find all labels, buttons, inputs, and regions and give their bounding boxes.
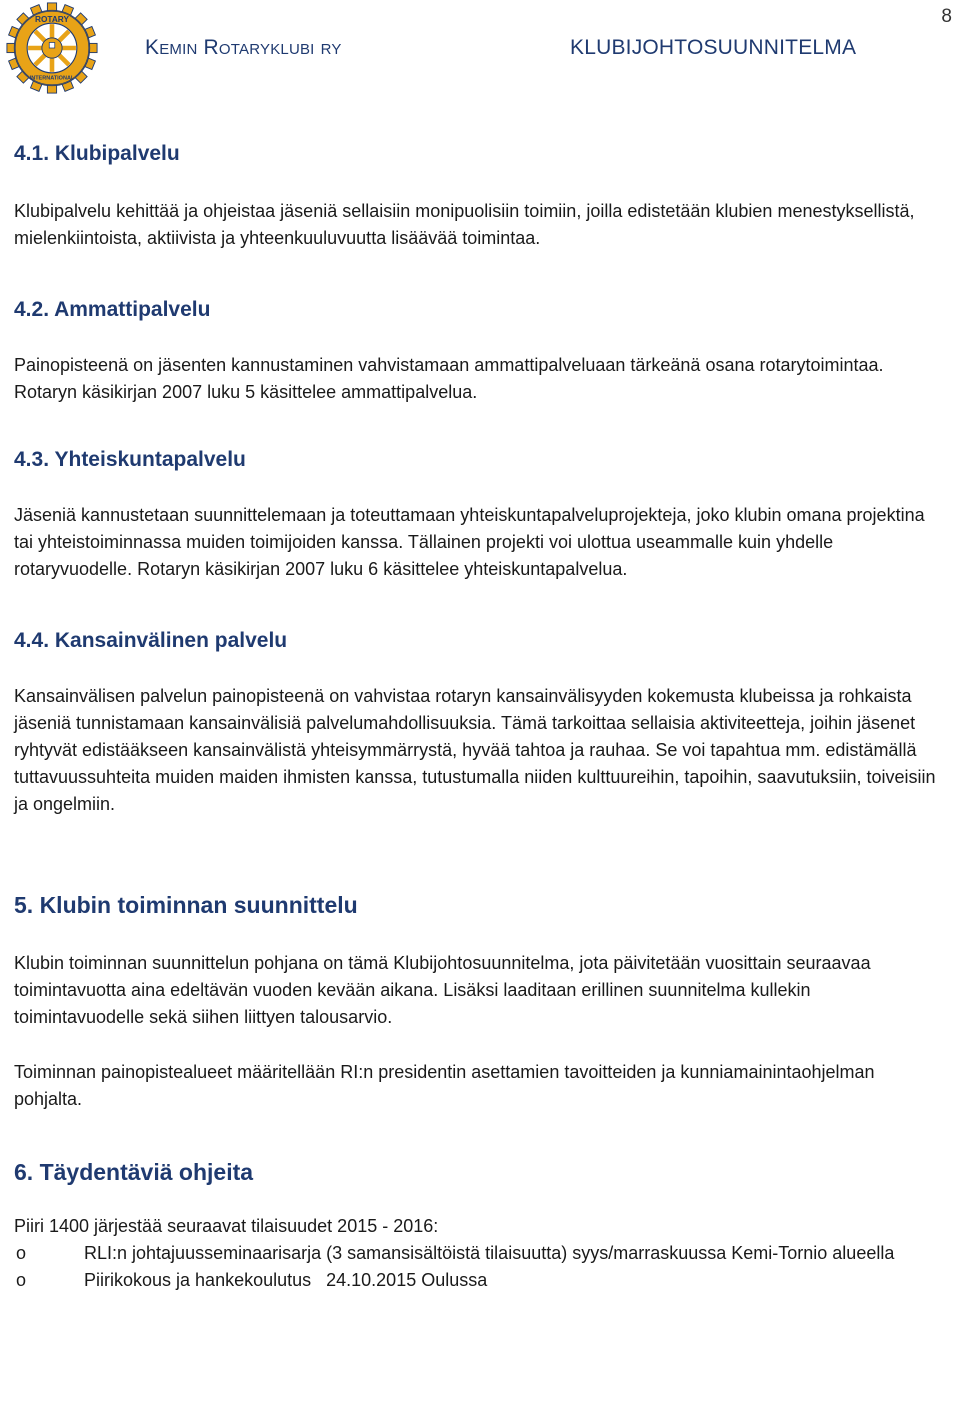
- page-content: [14, 130, 944, 1294]
- section-4-4-heading: 4.4. Kansainvälinen palvelu: [14, 629, 288, 652]
- section-4-4-text: Kansainvälisen palvelun painopisteenä on vahvistaa rotaryn kansainvälisyyden kokemusta klubeissa ja rohkaista jäseniä tunnistamaan kansainvälisiä palvelumahdollisuuksia. Tämä tarkoittaa sellaisia aktiviteetteja, joihin jäsenet ryhtyvät edistääkseen kansainvälistä yhteisymmärrystä, hyvää tahtoa ja rauhaa. Se voi tapahtua mm. edistämällä tuttavuussuhteita muiden maiden ihmisten kanssa, tutustumalla niiden kulttuureihin, tapoihin, saavutuksiin, toiveisiin ja ongelmiin.: [14, 686, 936, 814]
- section-4-3-heading: 4.3. Yhteiskuntapalvelu: [14, 448, 246, 471]
- section-5-text-1: Klubin toiminnan suunnittelun pohjana on tämä Klubijohtosuunnitelma, jota päivitetään vuosittain seuraavaa toimintavuotta aina edeltävän vuoden kevään aikana. Lisäksi laaditaan erillinen suunnitelma kullekin toimintavuodelle sekä siihen liittyen talousarvio.: [14, 953, 871, 1027]
- list-bullet: o: [16, 1243, 27, 1263]
- club-name: Kemin Rotaryklubi ry: [145, 36, 342, 59]
- list-item-text: Piirikokous ja hankekoulutus 24.10.2015 Oulussa: [84, 1270, 488, 1290]
- svg-text:ROTARY: ROTARY: [35, 15, 69, 25]
- section-4-3-text: Jäseniä kannustetaan suunnittelemaan ja toteuttamaan yhteiskuntapalveluprojekteja, joko klubin omana projektina tai yhteistoiminnassa muiden toimijoiden kanssa. Tällainen projekti voi ulottua useammalle kuin yhdelle rotaryvuodelle. Rotaryn käsikirjan 2007 luku 6 käsittelee yhteiskuntapalvelua.: [14, 505, 925, 579]
- section-4-2-text: Painopisteenä on jäsenten kannustaminen vahvistamaan ammattipalveluaan tärkeänä osana rotarytoimintaa. Rotaryn käsikirjan 2007 luku 5 käsittelee ammattipalvelua.: [14, 355, 884, 402]
- list-item: [14, 1267, 944, 1294]
- section-4-1-text: Klubipalvelu kehittää ja ohjeistaa jäseniä sellaisiin monipuolisiin toimiin, joilla edistetään klubien menestyksellistä, mielenkiintoista, aktiivista ja yhteenkuuluvuutta lisäävää toimintaa.: [14, 201, 915, 248]
- section-5-text-2: Toiminnan painopistealueet määritellään RI:n presidentin asettamien tavoitteiden ja kunniamainintaohjelman pohjalta.: [14, 1062, 875, 1109]
- document-title: KLUBIJOHTOSUUNNITELMA: [570, 36, 857, 59]
- section-5-heading: 5. Klubin toiminnan suunnittelu: [14, 892, 358, 918]
- section-6-heading: 6. Täydentäviä ohjeita: [14, 1159, 254, 1185]
- list-item-text: RLI:n johtajuusseminaarisarja (3 samansisältöistä tilaisuutta) syys/marraskuussa Kemi-Tornio alueella: [84, 1243, 895, 1263]
- page-number: 8: [941, 6, 952, 27]
- list-item: [14, 1240, 944, 1267]
- section-4-1-heading: 4.1. Klubipalvelu: [14, 142, 180, 165]
- svg-text:INTERNATIONAL: INTERNATIONAL: [29, 75, 75, 82]
- section-6-intro: Piiri 1400 järjestää seuraavat tilaisuudet 2015 - 2016:: [14, 1216, 439, 1236]
- list-bullet: o: [16, 1270, 27, 1290]
- rotary-wheel-logo: [6, 2, 98, 94]
- events-list: [14, 1240, 944, 1294]
- section-4-2-heading: 4.2. Ammattipalvelu: [14, 298, 211, 321]
